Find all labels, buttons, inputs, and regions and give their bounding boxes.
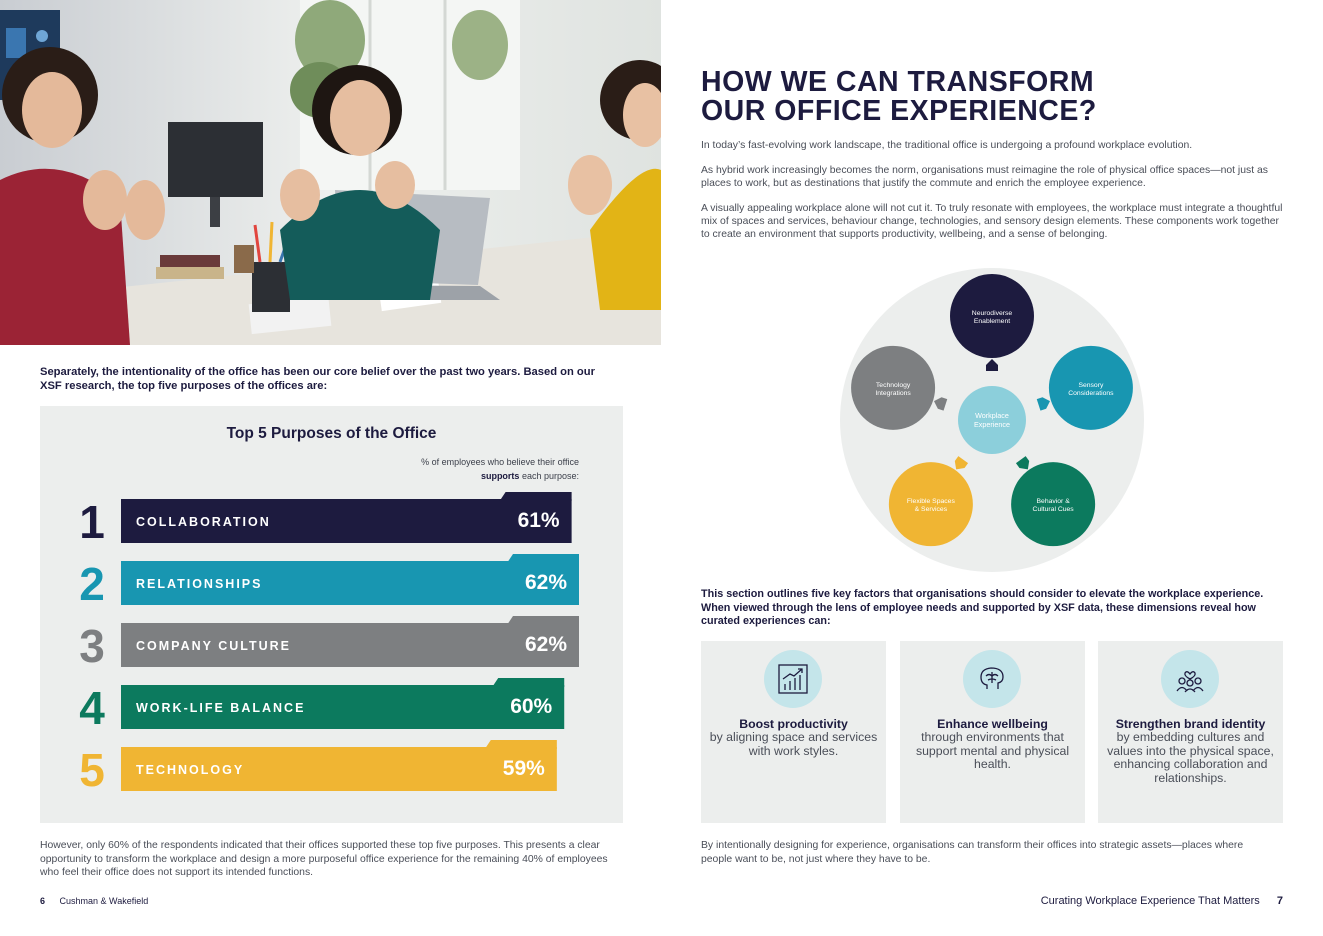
page-headline [701, 68, 1261, 126]
growth-chart-icon [764, 650, 822, 708]
diagram-node-label: Cultural Cues [1032, 506, 1074, 514]
value-label-5: 59% [502, 757, 545, 780]
diagram-center-label: Experience [974, 420, 1010, 429]
brain-icon [963, 650, 1021, 708]
headline-line-2: OUR OFFICE EXPERIENCE? [701, 95, 1097, 127]
chart-subtitle-rest: each purpose: [519, 471, 579, 481]
card-title-brand [1106, 718, 1275, 785]
section-intro-text: This section outlines five key factors that organisations should consider to elevate the workplace experience. When viewed through the lens of employee needs and supported by XSF data, these dimensions reveal how curated experiences can: [701, 588, 1264, 627]
card-3-body: by embedding cultures and values into the physical space, enhancing collaboration and relationships. [1107, 730, 1274, 785]
chart-subtitle-bold: supports [480, 471, 520, 481]
paragraph-3: A visually appealing workplace alone will not cut it. To truly resonate with employees, the workplace must integrate a thoughtful mix of spaces and services, behaviour change, technologies, and sensory design elements. These components work together to create an environment that supports productivity, wellbeing, and a sense of belonging. [701, 203, 1283, 241]
card-title-productivity [709, 718, 878, 758]
photo-illustration [0, 0, 661, 345]
purposes-bar-chart [40, 406, 623, 823]
category-label-2: RELATIONSHIPS [136, 577, 263, 591]
card-2-body: through environments that support mental and physical health. [915, 730, 1070, 772]
left-intro-text: Separately, the intentionality of the office has been our core belief over the past two years. Based on our XSF research, the top five purposes of the offices are: [40, 366, 595, 392]
card-boost-productivity [701, 641, 886, 823]
rank-number-1: 1 [79, 496, 105, 548]
value-tab-5 [485, 740, 557, 749]
category-label-1: COLLABORATION [136, 515, 271, 529]
diagram-node-label: & Services [914, 506, 948, 514]
office-team-photo [0, 0, 661, 345]
paragraph-1: In today’s fast-evolving work landscape, the traditional office is undergoing a profound workplace evolution. [701, 140, 1193, 151]
left-footer [40, 896, 148, 906]
card-title-wellbeing [908, 718, 1077, 772]
chart-title: Top 5 Purposes of the Office [226, 425, 437, 442]
diagram-center-label: Workplace [975, 411, 1009, 420]
value-label-4: 60% [510, 695, 553, 718]
diagram-node-label: Flexible Spaces [906, 498, 955, 506]
diagram-node-label: Sensory [1078, 381, 1104, 389]
diagram-node-label: Considerations [1068, 389, 1114, 397]
value-tab-2 [507, 554, 579, 563]
right-footer [1041, 895, 1283, 907]
value-label-3: 62% [524, 633, 567, 656]
category-label-3: COMPANY CULTURE [136, 639, 291, 653]
brand-name: Cushman & Wakefield [59, 896, 149, 906]
right-page-number: 7 [1276, 895, 1283, 907]
rank-number-5: 5 [79, 744, 105, 796]
headline-line-1: HOW WE CAN TRANSFORM [701, 66, 1095, 98]
rank-number-3: 3 [79, 620, 105, 672]
category-label-5: TECHNOLOGY [136, 763, 245, 777]
people-heart-icon [1161, 650, 1219, 708]
card-1-body: by aligning space and services with work styles. [709, 730, 878, 758]
card-brand-identity [1098, 641, 1283, 823]
category-label-4: WORK-LIFE BALANCE [136, 701, 306, 715]
card-2-title: Enhance wellbeing [937, 717, 1048, 731]
diagram-node-label: Technology [875, 381, 911, 389]
workplace-experience-diagram [838, 266, 1146, 574]
value-tab-3 [507, 616, 579, 625]
card-3-title: Strengthen brand identity [1115, 717, 1266, 731]
chart-subtitle-line1: % of employees who believe their office [421, 457, 579, 467]
value-tab-4 [492, 678, 564, 687]
diagram-node-label: Neurodiverse [971, 310, 1013, 317]
card-1-title: Boost productivity [739, 717, 848, 731]
diagram-node-label: Behavior & [1036, 498, 1070, 506]
value-label-1: 61% [517, 509, 560, 532]
report-title: Curating Workplace Experience That Matters [1040, 895, 1260, 907]
left-outro-text: However, only 60% of the respondents indicated that their offices supported these top five purposes. This presents a clear opportunity to transform the workplace and design a more purposeful office experience for the remaining 40% of employees who feel their office does not support its intended functions. [40, 840, 608, 878]
rank-number-2: 2 [79, 558, 105, 610]
paragraph-2: As hybrid work increasingly becomes the norm, organisations must reimagine the role of physical office spaces—not just as places to work, but as destinations that justify the commute and enrich the employee experience. [701, 165, 1268, 190]
rank-number-4: 4 [79, 682, 105, 734]
left-page-number: 6 [40, 896, 46, 906]
right-outro-text: By intentionally designing for experience, organisations can transform their offices into strategic assets—places where people want to be, not just where they have to be. [701, 840, 1244, 865]
card-enhance-wellbeing [900, 641, 1085, 823]
diagram-node-label: Integrations [875, 389, 911, 397]
value-label-2: 62% [524, 571, 567, 594]
value-tab-1 [500, 492, 572, 501]
diagram-node-label: Enablement [973, 318, 1011, 325]
purposes-chart-panel [40, 406, 623, 823]
